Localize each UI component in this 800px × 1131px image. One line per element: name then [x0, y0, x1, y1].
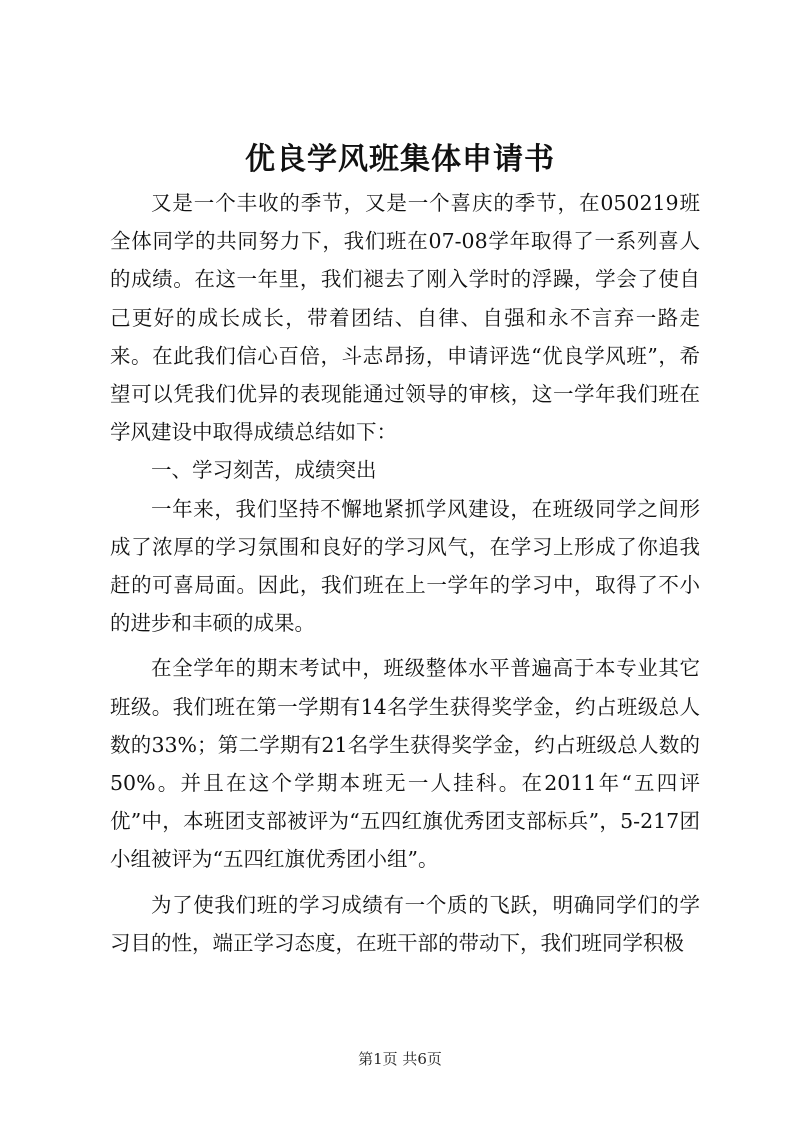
section-heading-1: 一、学习刻苦，成绩突出 — [151, 458, 377, 483]
paragraph-study-atmosphere: 一年来，我们坚持不懈地紧抓学风建设，在班级同学之间形成了浓厚的学习氛围和良好的学习风气，在学习上形成了你追我赶的可喜局面。因此，我们班在上一学年的学习中，取得了不小的进步和丰硕的成果。 — [110, 496, 700, 636]
document-title: 优良学风班集体申请书 — [245, 142, 555, 177]
page-footer: 第1页 共6页 — [358, 1050, 442, 1068]
document-body — [110, 184, 700, 962]
paragraph-exam-results: 在全学年的期末考试中，班级整体水平普遍高于本专业其它班级。我们班在第一学期有14名学生获得奖学金，约占班级总人数的33%；第二学期有21名学生获得奖学金，约占班级总人数的50%。并且在这个学期本班无一人挂科。在2011年“五四评优”中，本班团支部被评为“五四红旗优秀团支部标兵”，5-217团小组被评为“五四红旗优秀团小组”。 — [110, 656, 700, 872]
paragraph-intro: 又是一个丰收的季节，又是一个喜庆的季节，在050219班全体同学的共同努力下，我们班在07-08学年取得了一系列喜人的成绩。在这一年里，我们褪去了刚入学时的浮躁，学会了使自己更好的成长成长，带着团结、自律、自强和永不言弃一路走来。在此我们信心百倍，斗志昂扬，申请评选“优良学风班”，希望可以凭我们优异的表现能通过领导的审核，这一学年我们班在学风建设中取得成绩总结如下： — [110, 191, 700, 445]
paragraph-learning-goals: 为了使我们班的学习成绩有一个质的飞跃，明确同学们的学习目的性，端正学习态度，在班干部的带动下，我们班同学积极 — [110, 892, 700, 955]
